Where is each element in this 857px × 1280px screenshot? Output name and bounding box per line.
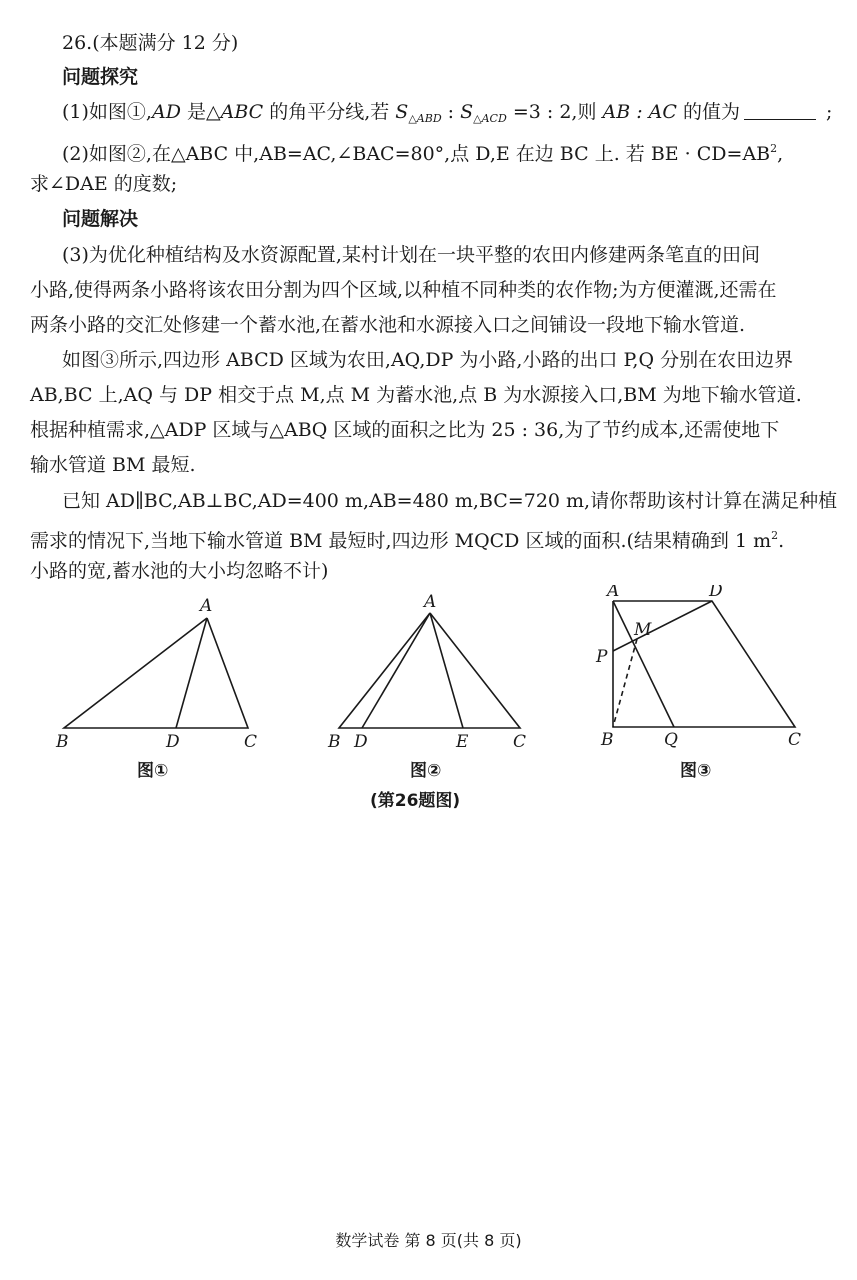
q1-text-1: 是△: [180, 101, 221, 123]
figure-1-caption: 图①: [137, 761, 169, 781]
fig1-triangle: [64, 618, 248, 728]
q3-line: 小路,使得两条小路将该农田分割为四个区域,以种植不同种类的农作物;为方便灌溉,还需在: [30, 279, 777, 301]
fig1-label-a: A: [200, 596, 213, 616]
q3-line-9-text: 需求的情况下,当地下输水管道 BM 最短时,四边形 MQCD 区域的面积.(结果精确到 1 m: [30, 530, 772, 552]
q1-prefix: (1)如图①,: [62, 101, 152, 123]
fig1-label-b: B: [56, 732, 69, 752]
q1-colon: :: [441, 101, 461, 123]
answer-blank[interactable]: [744, 99, 816, 120]
section-title-solve: 问题解决: [62, 208, 139, 230]
fig2-line-ae: [430, 613, 463, 728]
q3-line: 小路的宽,蓄水池的大小均忽略不计): [30, 560, 329, 582]
fig2-label-a: A: [424, 592, 437, 612]
q1-abac: AB : AC: [602, 101, 677, 123]
fig2-label-c: C: [513, 732, 527, 752]
q1-text-2: 的角平分线,若: [263, 101, 396, 123]
fig1-label-d: D: [166, 732, 180, 752]
question-header: 26.(本题满分 12 分): [62, 32, 239, 54]
q3-line: 两条小路的交汇处修建一个蓄水池,在蓄水池和水源接入口之间铺设一段地下输水管道.: [30, 314, 746, 336]
figure-2: [339, 613, 520, 728]
q3-line: 根据种植需求,△ADP 区域与△ABQ 区域的面积之比为 25 : 36,为了节约成本,还需使地下: [30, 419, 780, 441]
figures-group-caption: (第26题图): [370, 791, 461, 811]
q1-sub2: △ACD: [473, 112, 507, 125]
q1-s1: S: [395, 101, 409, 123]
fig2-line-ad: [362, 613, 430, 728]
fig2-label-e: E: [456, 732, 469, 752]
q1-s2: S: [460, 101, 474, 123]
page-footer: 数学试卷 第 8 页(共 8 页): [335, 1231, 522, 1250]
figure-2-caption: 图②: [410, 761, 442, 781]
q1-ratio: =3 : 2,则: [506, 101, 603, 123]
q3-sup-tail: .: [778, 530, 785, 552]
fig3-label-d: D: [709, 585, 723, 601]
q3-line-with-sup: [30, 521, 784, 556]
question-2-line-2: 求∠DAE 的度数;: [30, 173, 178, 195]
section-title-explore: 问题探究: [62, 66, 139, 88]
q2-sup: 2: [770, 142, 778, 155]
fig1-bisector-ad: [176, 618, 207, 728]
fig3-path-dp: [613, 601, 712, 651]
q1-ad: AD: [151, 101, 181, 123]
question-1: [62, 97, 832, 134]
q3-line: (3)为优化种植结构及水资源配置,某村计划在一块平整的农田内修建两条笔直的田间: [62, 244, 760, 266]
fig3-label-a: A: [607, 585, 620, 601]
fig3-label-c: C: [788, 730, 802, 750]
fig2-triangle: [339, 613, 520, 728]
q3-sup: 2: [771, 529, 779, 542]
question-2-line-1: (2)如图②,在△ABC 中,AB=AC,∠BAC=80°,点 D,E 在边 BC 上. 若 BE · $CD=AB^2$,: [62, 142, 784, 165]
figure-3-caption: 图③: [680, 761, 712, 781]
q1-abc: ABC: [220, 101, 264, 123]
q2-line1-text: (2)如图②,在△ABC 中,AB=AC,∠BAC=80°,点 D,E 在边 BC 上. 若 BE · CD=AB: [62, 143, 771, 165]
fig3-pipe-bm: [613, 639, 637, 727]
q3-line: 已知 AD∥BC,AB⊥BC,AD=400 m,AB=480 m,BC=720 m,请你帮助该村计算在满足种植: [62, 490, 838, 512]
q1-text-3: 的值为: [676, 101, 740, 123]
fig3-label-q: Q: [664, 730, 678, 750]
q3-line: 输水管道 BM 最短.: [30, 454, 196, 476]
q1-end: ;: [819, 101, 833, 123]
figure-1: [64, 618, 248, 728]
fig3-label-p: P: [596, 647, 608, 667]
q3-line: 如图③所示,四边形 ABCD 区域为农田,AQ,DP 为小路,小路的出口 P,Q 分别在农田边界: [62, 349, 794, 371]
fig2-label-b: B: [328, 732, 341, 752]
fig3-label-m: M: [634, 620, 652, 640]
fig2-label-d: D: [354, 732, 368, 752]
q1-sub1: △ABD: [408, 112, 442, 125]
fig3-label-b: B: [601, 730, 614, 750]
q3-line: AB,BC 上,AQ 与 DP 相交于点 M,点 M 为蓄水池,点 B 为水源接入口,BM 为地下输水管道.: [30, 384, 802, 406]
fig1-label-c: C: [244, 732, 258, 752]
